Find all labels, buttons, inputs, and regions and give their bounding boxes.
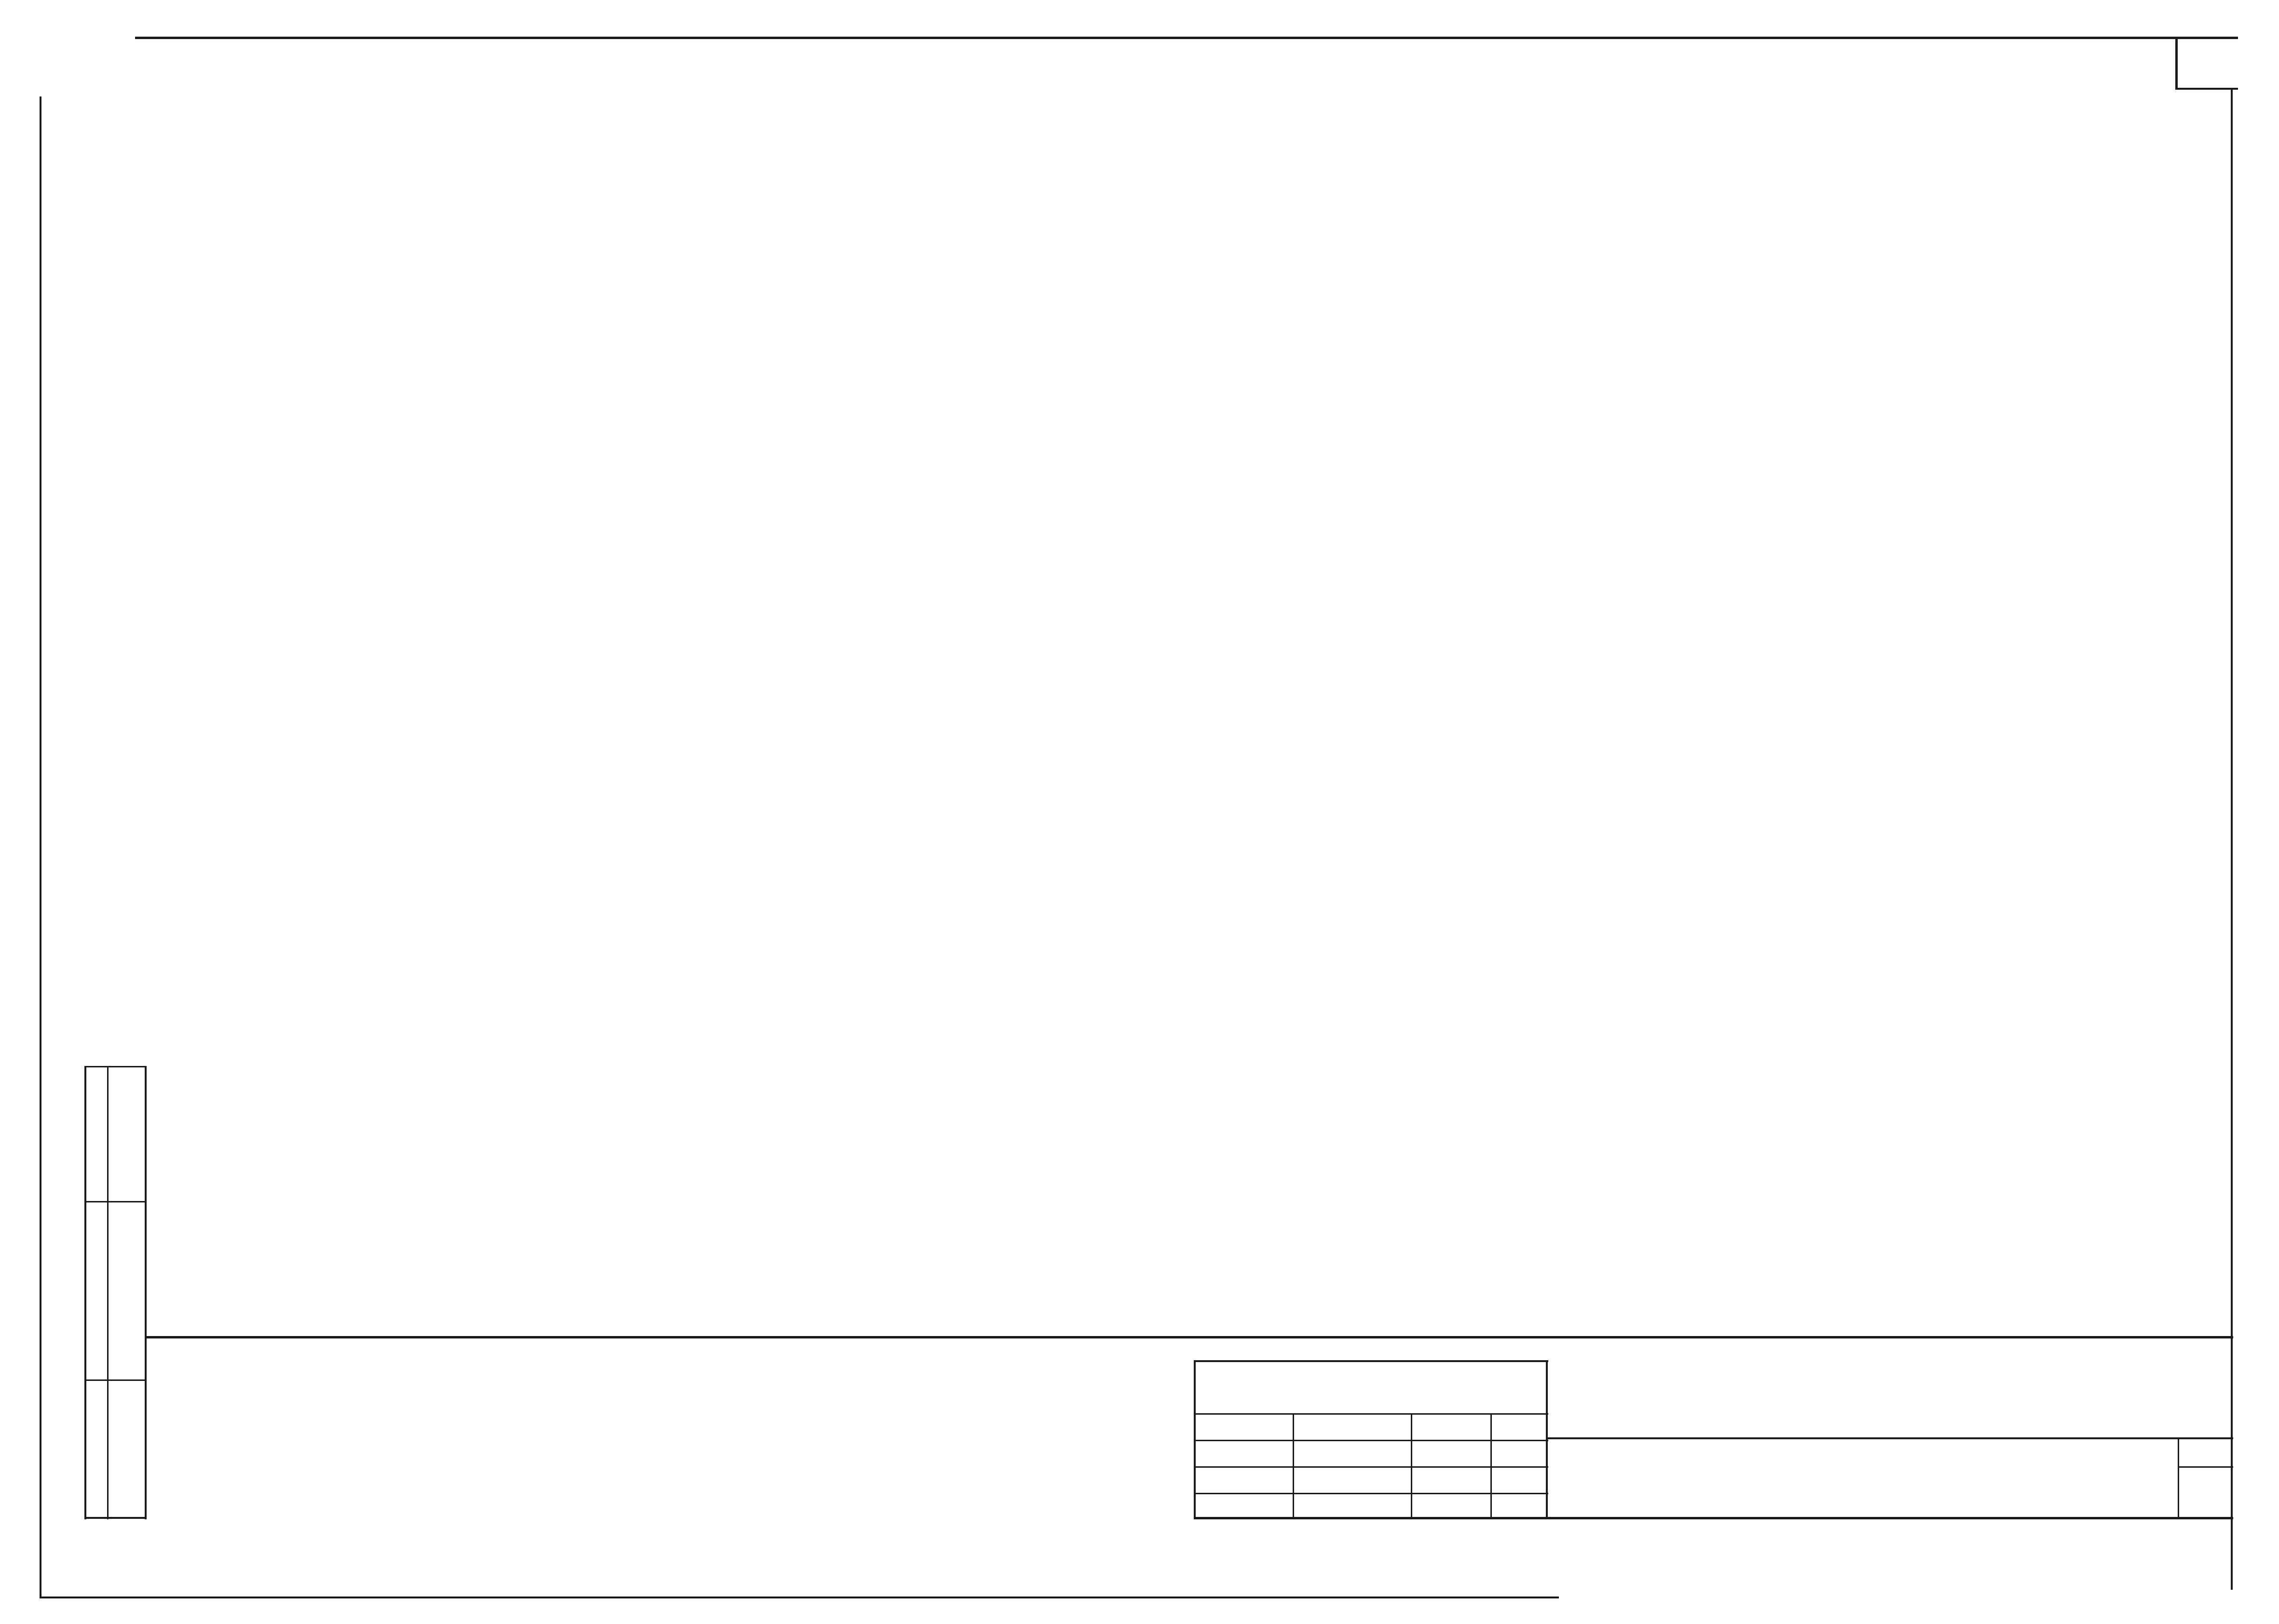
corner-box-left bbox=[2175, 37, 2178, 90]
frame-bottom bbox=[40, 1597, 1559, 1598]
frame-right bbox=[2231, 90, 2233, 1590]
corner-box-bottom bbox=[2175, 88, 2238, 90]
frame-top bbox=[135, 37, 2238, 39]
frame-left bbox=[40, 96, 41, 1597]
